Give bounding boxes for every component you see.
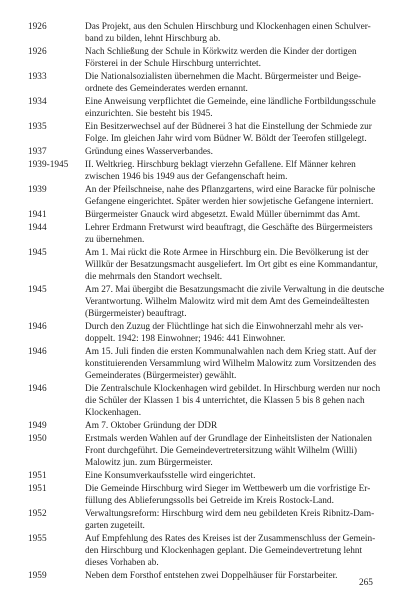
entry-year: 1939 [28,185,47,196]
chronicle-entry [28,285,385,321]
entry-year: 1946 [28,383,47,394]
entry-text-line: einzurichten. Sie besteht bis 1945. [85,108,213,119]
entry-text [85,322,380,346]
entry-text-line: konstituierenden Versammlung wird Wilhelm Malowitz zum Vorsitzenden des [85,358,376,369]
entry-year: 1959 [28,570,47,581]
entry-text-line: Lehrer Erdmann Fretwurst wird beauftragt, die Geschäfte des Bürgermeisters [85,223,373,234]
entry-text-line: Am 27. Mai übergibt die Besatzungsmacht die zivile Verwaltung in die deutsche [85,285,385,296]
chronicle-entry [28,185,380,209]
entry-text-line: Die Nationalsozialisten übernehmen die Macht. Bürgermeister und Beige- [85,72,362,82]
chronicle-entry [28,471,380,483]
entry-text [85,509,380,533]
entry-text [85,160,380,184]
entry-year: 1945 [28,285,47,296]
entry-text [85,571,380,583]
entry-text-line: (Bürgermeister) beauftragt. [85,308,187,319]
entry-text-line: Die Zentralschule Klockenhagen wird gebildet. In Hirschburg werden nur noch [85,383,381,394]
entry-text-line: Nach Schließung der Schule in Körkwitz werden die Kinder der dortigen [85,47,357,57]
chronicle-entry [28,97,380,121]
entry-year: 1934 [28,97,47,107]
chronicle-entry [28,434,380,470]
chronicle-entry [28,72,380,96]
entry-text [85,210,380,222]
entry-year: 1955 [28,533,47,544]
chronicle-entry [28,160,380,184]
entry-text-line: Folge. Im gleichen Jahr wird vom Büdner W. Böldt der Teerofen stillgelegt. [85,133,367,144]
entry-text [85,223,380,247]
entry-year: 1949 [28,420,47,431]
entry-text-line: Front durchgeführt. Die Gemeindevertretersitzung wählt Wilhelm (Willi) [85,445,357,456]
entry-text [85,384,380,420]
entry-text-line: Willkür der Besatzungsmacht ausgeliefert. Im Ort gibt es eine Kommandantur, [85,260,378,271]
chronicle-entry [28,484,380,508]
entry-text [85,22,380,46]
entry-text-line: Erstmals werden Wahlen auf der Grundlage der Einheitslisten der Nationalen [85,433,372,444]
entry-text [85,47,380,71]
entry-text [85,122,380,146]
entry-text-line: II. Weltkrieg. Hirschburg beklagt vierzehn Gefallene. Elf Männer kehren [85,160,356,171]
entry-text [85,72,380,96]
entry-text-line: Försterei in der Schule Hirschburg unterrichtet. [85,58,261,69]
entry-text-line: Verantwortung. Wilhelm Malowitz wird mit dem Amt des Gemeindeältesten [85,297,370,307]
entry-year: 1935 [28,122,47,132]
entry-text-line: Auf Empfehlung des Rates des Kreises ist der Zusammenschluss der Gemein- [85,533,376,544]
chronicle-entry [28,347,380,383]
entry-text-line: Malowitz jun. zum Bürgermeister. [85,457,213,468]
entry-text-line: den Hirschburg und Klockenhagen geplant. Die Gemeindevertretung lehnt [85,545,363,556]
entry-year: 1933 [28,72,47,82]
entry-text [85,185,380,209]
entry-text-line: Eine Konsumverkaufsstelle wird eingerichtet. [85,470,256,481]
entry-text [85,285,384,321]
entry-text-line: Gefangene eingerichtet. Später werden hier sowjetische Gefangene interniert. [85,197,374,207]
chronicle-entry [28,322,380,346]
entry-text-line: die Schüler der Klassen 1 bis 4 unterrichtet, die Klassen 5 bis 8 gehen nach [85,395,365,406]
chronicle-entry [28,47,380,71]
entry-text-line: doppelt. 1942: 198 Einwohner; 1946: 441 Einwohner. [85,333,286,344]
entry-year: 1946 [28,347,47,357]
entry-year: 1926 [28,22,47,32]
entry-year: 1951 [28,470,47,481]
entry-text-line: garten zugeteilt. [85,520,145,531]
entry-text [85,471,380,483]
entry-text [85,347,380,383]
chronicle-entry [28,210,380,222]
entry-text-line: Klockenhagen. [85,407,142,418]
chronicle-entry [28,384,380,420]
page-number: 265 [359,578,373,588]
chronicle-entry [28,509,380,533]
entry-text-line: band zu bilden, lehnt Hirschburg ab. [85,33,221,44]
entry-text-line: Eine Anweisung verpflichtet die Gemeinde, eine ländliche Fortbildungsschule [85,97,376,107]
entry-text-line: zwischen 1946 bis 1949 aus der Gefangenschaft heim. [85,172,288,182]
chronicle-entry [28,534,380,570]
chronicle-entry [28,122,380,146]
entry-text-line: Neben dem Forsthof entstehen zwei Doppelhäuser für Forstarbeiter. [85,570,338,581]
chronicle-entry [28,248,380,284]
entry-text-line: Gründung eines Wasserverbandes. [85,147,213,157]
entry-text [85,421,380,433]
entry-text-line: zu übernehmen. [85,235,145,246]
entry-text-line: Die Gemeinde Hirschburg wird Sieger im Wettbewerb um die vorfristige Er- [85,483,371,494]
chronicle-entry [28,22,380,46]
entry-year: 1950 [28,433,47,444]
entry-text [85,97,380,121]
entry-text [85,248,380,284]
entry-year: 1945 [28,248,47,259]
chronicle-page [28,22,385,584]
entry-year: 1939-1945 [28,160,69,171]
entry-text-line: Das Projekt, aus den Schulen Hirschburg und Klockenhagen einen Schulver- [85,22,371,32]
entry-text-line: die mehrmals den Standort wechselt. [85,272,223,282]
chronicle-entry [28,421,380,433]
entry-text-line: Bürgermeister Gnauck wird abgesetzt. Ewald Müller übernimmt das Amt. [85,210,361,221]
entry-text-line: ordnete des Gemeinderates werden ernannt. [85,83,248,94]
entry-text-line: Ein Besitzerwechsel auf der Büdnerei 3 hat die Einstellung der Schmiede zur [85,122,372,132]
entry-text-line: Am 7. Oktober Gründung der DDR [85,420,218,431]
entry-year: 1926 [28,47,47,57]
entry-text-line: dieses Vorhaben ab. [85,557,159,568]
entry-text [85,484,380,508]
entry-text-line: Gemeinderates (Bürgermeister) gewählt. [85,370,237,381]
entry-text-line: Am 1. Mai rückt die Rote Armee in Hirschburg ein. Die Bevölkerung ist der [85,248,369,259]
entry-year: 1937 [28,147,47,157]
entry-text [85,534,380,570]
entry-text-line: An der Pfeilschneise, nahe des Pflanzgartens, wird eine Baracke für polnische [85,185,376,196]
entry-text-line: Am 15. Juli finden die ersten Kommunalwahlen nach dem Krieg statt. Auf der [85,347,377,357]
entry-text-line: Verwaltungsreform: Hirschburg wird dem neu gebildeten Kreis Ribnitz-Dam- [85,508,375,519]
entry-text-line: Durch den Zuzug der Flüchtlinge hat sich die Einwohnerzahl mehr als ver- [85,322,364,332]
entry-text [85,434,380,470]
entry-text [85,147,380,159]
entry-year: 1946 [28,322,47,332]
chronicle-entry [28,571,380,583]
entry-year: 1951 [28,483,47,494]
entry-year: 1952 [28,508,47,519]
entry-year: 1944 [28,223,47,234]
entry-text-line: füllung des Ablieferungssolls bei Getreide im Kreis Rostock-Land. [85,495,334,506]
chronicle-entry [28,223,380,247]
entry-year: 1941 [28,210,47,221]
chronicle-entry [28,147,380,159]
